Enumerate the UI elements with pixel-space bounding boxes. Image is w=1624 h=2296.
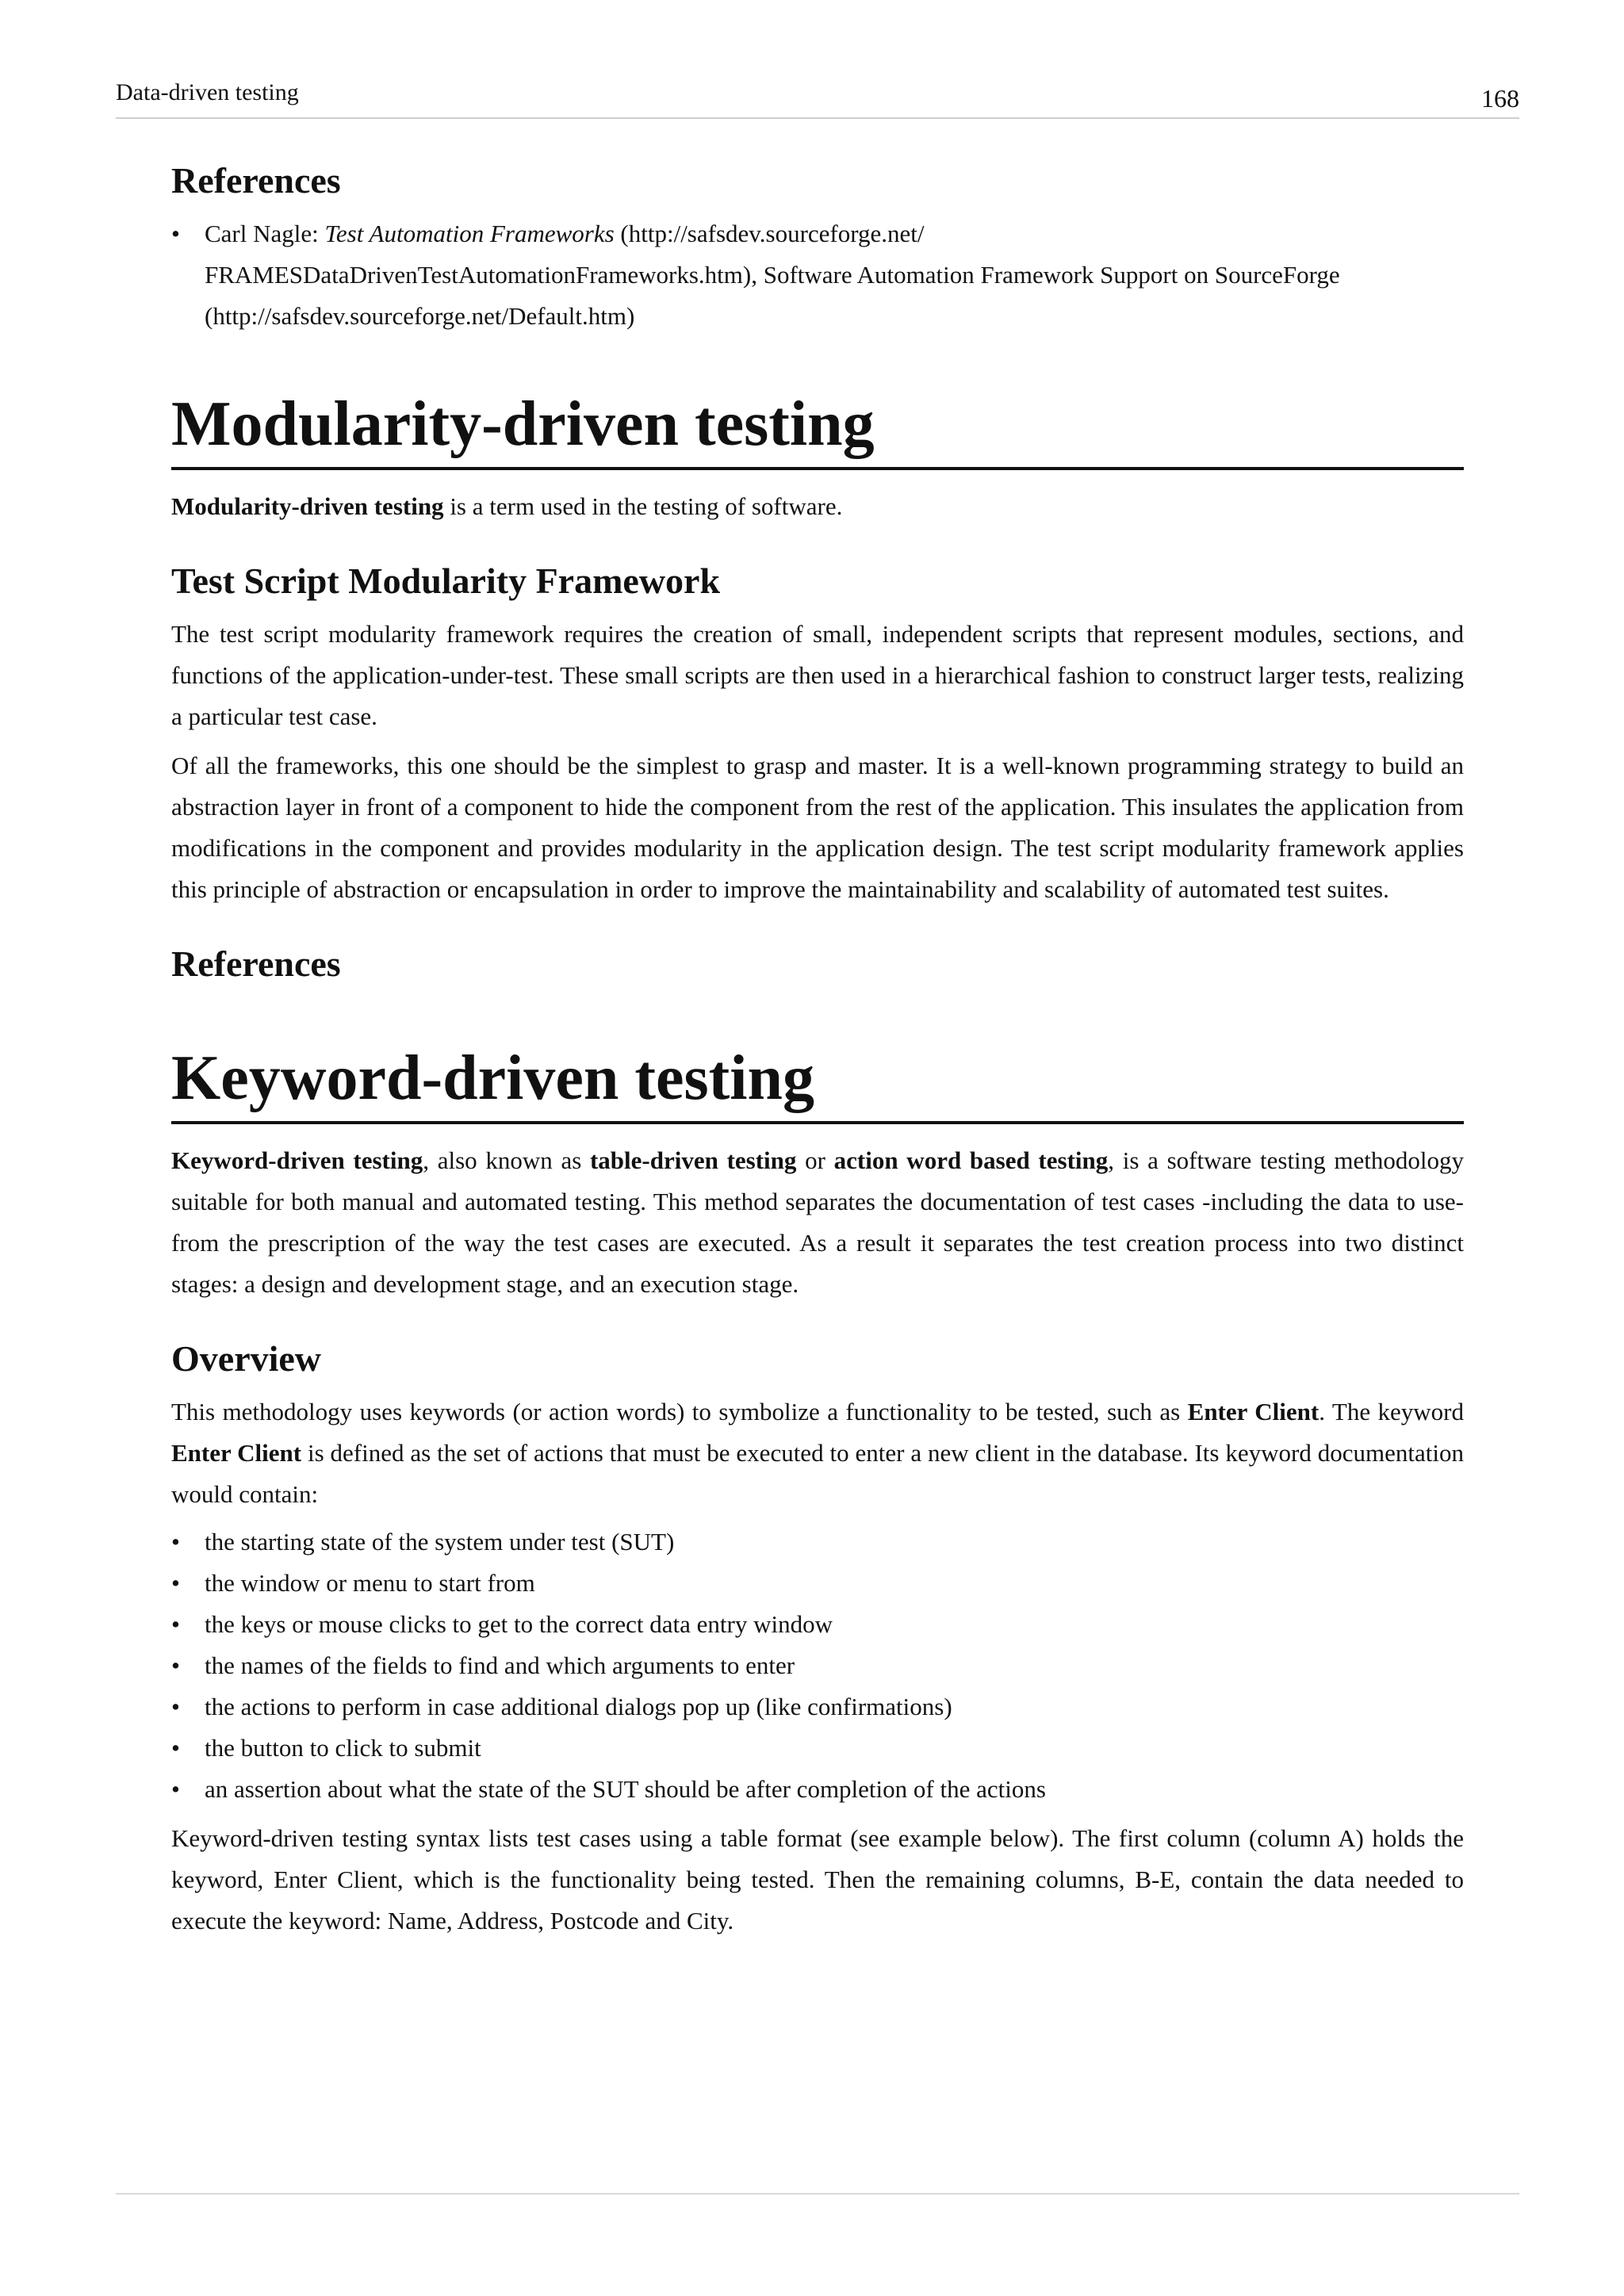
list-item: • an assertion about what the state of the SUT should be after completion of the actions xyxy=(171,1769,1464,1810)
modularity-title: Modularity-driven testing xyxy=(171,389,1464,470)
keyword-term-1: Keyword-driven testing xyxy=(171,1146,423,1174)
keyword-title: Keyword-driven testing xyxy=(171,1043,1464,1124)
modularity-intro-term: Modularity-driven testing xyxy=(171,492,444,521)
modularity-intro xyxy=(171,486,1464,527)
reference-work-title: Test Automation Frameworks xyxy=(324,220,615,248)
list-item: • the keys or mouse clicks to get to the correct data entry window xyxy=(171,1604,1464,1645)
keyword-intro-text-3: , is a software testing methodology suitable for both manual and automated testing. This method separates the documentation of test cases -including the data to use- from the prescription of the way the test cases are executed. As a result it separates the test creation process into two distinct stages: a design and development stage, and an execution stage. xyxy=(171,1146,1464,1298)
framework-paragraph-2: Of all the frameworks, this one should be the simplest to grasp and master. It is a well-known programming strategy to build an abstraction layer in front of a component to hide the component from the rest of the application. This insulates the application from modifications in the component and provides modularity in the application design. The test script modularity framework applies this principle of abstraction or encapsulation in order to improve the maintainability and scalability of automated test suites. xyxy=(171,752,1464,904)
page-number: 168 xyxy=(1481,84,1519,113)
framework-paragraph-1: The test script modularity framework requires the creation of small, independent scripts that represent modules, sections, and functions of the application-under-test. These small scripts are then used in a hierarchical fashion to construct larger tests, realizing a particular test case. xyxy=(171,620,1464,731)
modularity-references-heading: References xyxy=(171,943,341,985)
list-item: • the window or menu to start from xyxy=(171,1563,1464,1604)
list-item: • the names of the fields to find and which arguments to enter xyxy=(171,1645,1464,1686)
framework-heading: Test Script Modularity Framework xyxy=(171,561,721,602)
running-header xyxy=(116,79,1519,119)
overview-paragraph xyxy=(171,1391,1464,1515)
keyword-documentation-list xyxy=(171,1521,1464,1810)
keyword-intro xyxy=(171,1140,1464,1305)
footer-divider xyxy=(116,2193,1519,2195)
overview-heading: Overview xyxy=(171,1337,322,1379)
keyword-term-2: table-driven testing xyxy=(589,1146,797,1174)
running-header-title: Data-driven testing xyxy=(116,79,299,105)
references-heading: References xyxy=(171,160,341,201)
overview-keyword-2: Enter Client xyxy=(171,1438,302,1467)
overview-text-2: . The keyword xyxy=(1319,1397,1464,1425)
reference-author: Carl Nagle: xyxy=(205,220,325,248)
modularity-intro-text: is a term used in the testing of software. xyxy=(443,492,843,521)
overview-text-3: is defined as the set of actions that must be executed to enter a new client in the database. Its keyword documentation would contain: xyxy=(171,1438,1464,1508)
keyword-intro-text-1: , also known as xyxy=(423,1146,590,1174)
overview-keyword-1: Enter Client xyxy=(1187,1397,1320,1425)
reference-item xyxy=(171,213,1464,337)
list-item: • the button to click to submit xyxy=(171,1728,1464,1769)
reference-details: (http://safsdev.sourceforge.net/ FRAMESDataDrivenTestAutomationFrameworks.htm), Software Automation Framework Support on SourceForge (http://safsdev.sourceforge.net/Default.htm) xyxy=(205,220,1340,331)
overview-text-1: This methodology uses keywords (or action words) to symbolize a functionality to be tested, such as xyxy=(171,1397,1188,1425)
page-content xyxy=(171,159,1464,1942)
keyword-intro-text-2: or xyxy=(796,1146,834,1174)
syntax-paragraph: Keyword-driven testing syntax lists test cases using a table format (see example below). The first column (column A) holds the keyword, Enter Client, which is the functionality being tested. Then the remaining columns, B-E, contain the data needed to execute the keyword: Name, Address, Postcode and City. xyxy=(171,1823,1464,1934)
list-item: • the starting state of the system under test (SUT) xyxy=(171,1521,1464,1563)
references-list xyxy=(171,213,1464,337)
list-item: • the actions to perform in case additional dialogs pop up (like confirmations) xyxy=(171,1686,1464,1728)
keyword-term-3: action word based testing xyxy=(833,1146,1109,1174)
